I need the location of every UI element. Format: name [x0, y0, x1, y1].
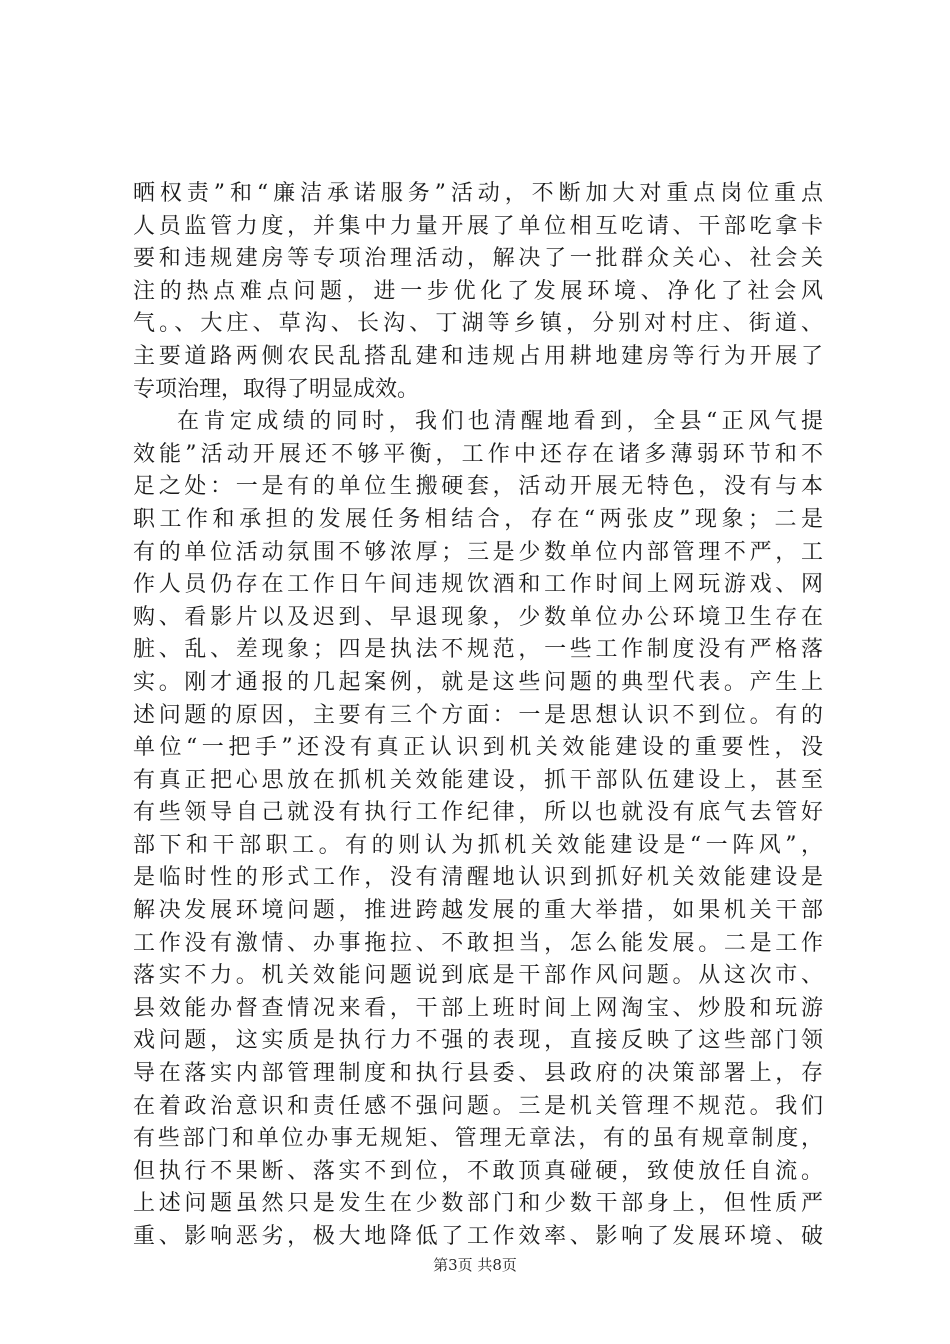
text-line: 上述问题虽然只是发生在少数部门和少数干部身上，但性质严	[133, 1191, 823, 1217]
text-line: 购、看影片以及迟到、早退现象，少数单位办公环境卫生存在	[133, 604, 823, 630]
text-line: 气。、大庄、草沟、长沟、丁湖等乡镇，分别对村庄、街道、	[133, 311, 823, 337]
text-line: 要和违规建房等专项治理活动，解决了一批群众关心、社会关	[133, 246, 823, 272]
text-line: 在着政治意识和责任感不强问题。三是机关管理不规范。我们	[133, 1093, 823, 1119]
text-line: 职工作和承担的发展任务相结合，存在“两张皮”现象；二是	[133, 506, 823, 532]
text-line: 人员监管力度，并集中力量开展了单位相互吃请、干部吃拿卡	[133, 213, 823, 239]
text-line: 有的单位活动氛围不够浓厚；三是少数单位内部管理不严，工	[133, 539, 823, 565]
text-line: 有些领导自己就没有执行工作纪律，所以也就没有底气去管好	[133, 800, 823, 826]
text-line: 戏问题，这实质是执行力不强的表现，直接反映了这些部门领	[133, 1028, 823, 1054]
text-line: 落实不力。机关效能问题说到底是干部作风问题。从这次市、	[133, 963, 823, 989]
text-line: 县效能办督查情况来看，干部上班时间上网淘宝、炒股和玩游	[133, 995, 823, 1021]
text-line: 主要道路两侧农民乱搭乱建和违规占用耕地建房等行为开展了	[133, 343, 823, 369]
text-line: 脏、乱、差现象；四是执法不规范，一些工作制度没有严格落	[133, 637, 823, 663]
paragraph-first-line: 在肯定成绩的同时，我们也清醒地看到，全县“正风气提	[177, 409, 823, 435]
text-line: 专项治理，取得了明显成效。	[133, 376, 420, 402]
text-line: 有些部门和单位办事无规矩、管理无章法，有的虽有规章制度，	[133, 1126, 823, 1152]
text-line: 导在落实内部管理制度和执行县委、县政府的决策部署上，存	[133, 1061, 823, 1087]
text-line: 作人员仍存在工作日午间违规饮酒和工作时间上网玩游戏、网	[133, 572, 823, 598]
text-line: 足之处：一是有的单位生搬硬套，活动开展无特色，没有与本	[133, 474, 823, 500]
text-line: 效能”活动开展还不够平衡，工作中还存在诸多薄弱环节和不	[133, 441, 823, 467]
text-line: 述问题的原因，主要有三个方面：一是思想认识不到位。有的	[133, 702, 823, 728]
text-line: 解决发展环境问题，推进跨越发展的重大举措，如果机关干部	[133, 898, 823, 924]
text-line: 有真正把心思放在抓机关效能建设，抓干部队伍建设上，甚至	[133, 767, 823, 793]
text-line: 晒权责”和“廉洁承诺服务”活动，不断加大对重点岗位重点	[133, 181, 823, 206]
text-line: 单位“一把手”还没有真正认识到机关效能建设的重要性，没	[133, 735, 823, 761]
text-line: 是临时性的形式工作，没有清醒地认识到抓好机关效能建设是	[133, 865, 823, 891]
text-line: 部下和干部职工。有的则认为抓机关效能建设是“一阵风”，	[133, 832, 823, 858]
text-line: 注的热点难点问题，进一步优化了发展环境、净化了社会风	[133, 278, 823, 304]
page-number-footer: 第3页 共8页	[433, 1256, 517, 1274]
text-line: 重、影响恶劣，极大地降低了工作效率、影响了发展环境、破	[133, 1224, 823, 1249]
text-line: 实。刚才通报的几起案例，就是这些问题的典型代表。产生上	[133, 669, 823, 695]
text-line: 工作没有激情、办事拖拉、不敢担当，怎么能发展。二是工作	[133, 930, 823, 956]
text-line: 但执行不果断、落实不到位，不敢顶真碰硬，致使放任自流。	[133, 1158, 823, 1184]
body-text	[133, 178, 823, 1254]
